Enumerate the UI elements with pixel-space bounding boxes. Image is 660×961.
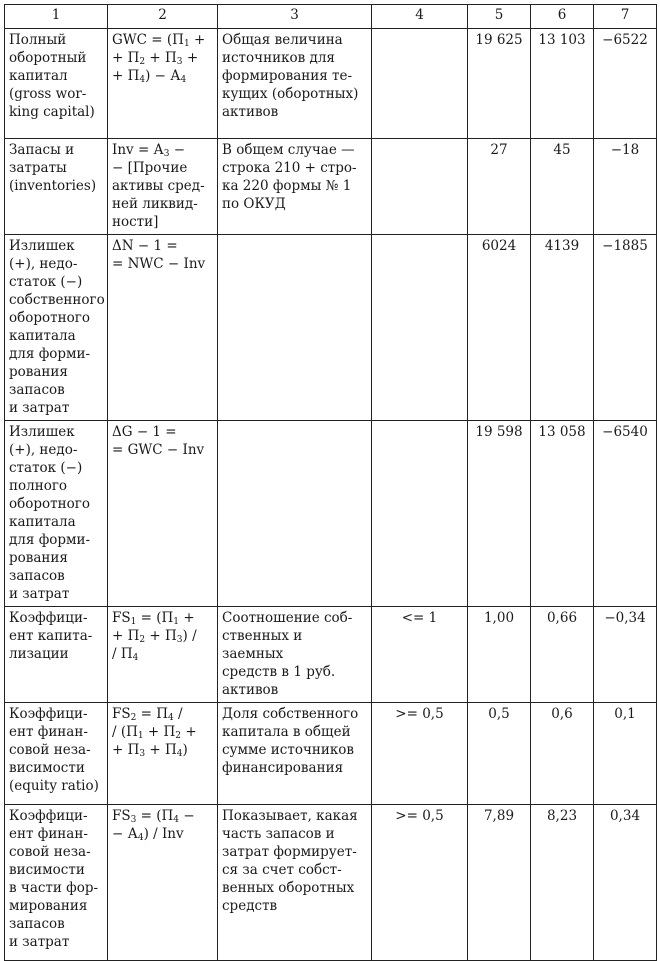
indicator-formula [108, 29, 218, 139]
column-header: 1 [5, 5, 108, 29]
formula-text: ) / Inv [143, 826, 184, 842]
formula-subscript: 2 [175, 731, 182, 741]
formula-subscript: 4 [137, 833, 144, 843]
formula-subscript: 4 [168, 713, 174, 723]
value-col5: 19 598 [468, 421, 531, 607]
formula-text: Inv = А [112, 142, 164, 158]
value-col7: −6522 [594, 29, 657, 139]
indicator-description: Общая величина источников для формирования те- кущих (оборотных) активов [218, 29, 372, 139]
value-col7: 0,34 [594, 805, 657, 961]
indicator-description: Доля собственного капитала в общей сумме источников финансирования [218, 703, 372, 805]
table-row [5, 139, 657, 235]
column-header: 3 [218, 5, 372, 29]
indicator-formula [108, 421, 218, 607]
formula-text: FS [112, 706, 131, 722]
indicator-norm [372, 235, 468, 421]
column-header: 6 [531, 5, 594, 29]
indicator-formula [108, 607, 218, 703]
indicator-norm: >= 0,5 [372, 805, 468, 961]
indicator-formula [108, 805, 218, 961]
indicator-description: Соотношение соб- ственных и заемных средств в 1 руб. активов [218, 607, 372, 703]
indicator-formula [108, 235, 218, 421]
formula-subscript: 2 [139, 635, 146, 645]
table-row [5, 703, 657, 805]
indicator-name: Излишек (+), недо- статок (−) полного оборотного капитала для форми- рования запасов и затрат [5, 421, 108, 607]
value-col6: 13 058 [531, 421, 594, 607]
formula-subscript: 3 [139, 749, 146, 759]
formula-subscript: 3 [176, 635, 183, 645]
indicator-name: Коэффици- ент финан- совой неза- висимости в части фор- мирования запасов и затрат [5, 805, 108, 961]
table-row [5, 235, 657, 421]
indicator-name: Коэффици- ент финан- совой неза- висимости (equity ratio) [5, 703, 108, 805]
value-col5: 19 625 [468, 29, 531, 139]
value-col7: −18 [594, 139, 657, 235]
formula-subscript: 4 [173, 815, 180, 825]
formula-text: = (П [136, 610, 174, 626]
formula-text: − − А [112, 808, 195, 842]
value-col5: 0,5 [468, 703, 531, 805]
value-col6: 45 [531, 139, 594, 235]
value-col7: −1885 [594, 235, 657, 421]
formula-text: + + П [112, 32, 206, 66]
value-col7: −0,34 [594, 607, 657, 703]
value-col5: 27 [468, 139, 531, 235]
financial-indicators-table [4, 4, 657, 961]
indicator-norm [372, 139, 468, 235]
column-header: 2 [108, 5, 218, 29]
value-col5: 7,89 [468, 805, 531, 961]
formula-subscript: 2 [130, 713, 137, 723]
formula-text: ) / / П [112, 628, 197, 662]
indicator-formula [108, 703, 218, 805]
value-col6: 4139 [531, 235, 594, 421]
formula-subscript: 1 [183, 39, 190, 49]
indicator-norm [372, 29, 468, 139]
formula-text: + + П [112, 50, 199, 84]
table-row [5, 421, 657, 607]
formula-text: GWC = (П [112, 32, 184, 48]
indicator-norm: >= 0,5 [372, 703, 468, 805]
value-col5: 6024 [468, 235, 531, 421]
table-row [5, 805, 657, 961]
indicator-description [218, 235, 372, 421]
formula-text: FS [112, 808, 131, 824]
formula-text: ) − А [145, 68, 181, 84]
value-col6: 0,66 [531, 607, 594, 703]
indicator-norm: <= 1 [372, 607, 468, 703]
column-header: 4 [372, 5, 468, 29]
value-col7: −6540 [594, 421, 657, 607]
indicator-name: Излишек (+), недо- статок (−) собственного оборотного капитала для форми- рования запасов и затрат [5, 235, 108, 421]
formula-text: = П [136, 706, 169, 722]
formula-text: + + П [112, 610, 195, 644]
formula-subscript: 4 [139, 75, 146, 85]
formula-subscript: 3 [130, 815, 137, 825]
formula-subscript: 3 [163, 149, 170, 159]
table-row [5, 607, 657, 703]
value-col5: 1,00 [468, 607, 531, 703]
value-col7: 0,1 [594, 703, 657, 805]
formula-subscript: 1 [173, 617, 180, 627]
formula-text: ΔG − 1 = = GWC − Inv [112, 424, 205, 458]
indicator-name: Полный оборотный капитал (gross wor- king capital) [5, 29, 108, 139]
formula-text: ) [182, 742, 188, 758]
formula-text: / / (П [112, 706, 183, 740]
formula-text: + П [145, 742, 177, 758]
formula-subscript: 3 [176, 57, 183, 67]
value-col6: 0,6 [531, 703, 594, 805]
indicator-description: Показывает, какая часть запасов и затрат формирует- ся за счет собст- венных оборотных средств [218, 805, 372, 961]
formula-subscript: 2 [139, 57, 146, 67]
formula-text: + П [145, 628, 177, 644]
formula-subscript: 1 [130, 617, 137, 627]
indicator-name: Коэффици- ент капита- лизации [5, 607, 108, 703]
formula-text: + П [143, 724, 176, 740]
indicator-formula [108, 139, 218, 235]
header-row [5, 5, 657, 29]
formula-subscript: 4 [176, 749, 183, 759]
formula-text: + П [145, 50, 177, 66]
indicator-norm [372, 421, 468, 607]
column-header: 5 [468, 5, 531, 29]
formula-subscript: 4 [180, 75, 187, 85]
formula-text: ΔN − 1 = = NWC − Inv [112, 238, 206, 272]
indicator-description [218, 421, 372, 607]
value-col6: 13 103 [531, 29, 594, 139]
table-row [5, 29, 657, 139]
indicator-name: Запасы и затраты (inventories) [5, 139, 108, 235]
formula-text: − − [Прочие активы сред- ней ликвид- ности] [112, 142, 205, 230]
value-col6: 8,23 [531, 805, 594, 961]
formula-text: + + П [112, 724, 197, 758]
formula-subscript: 1 [137, 731, 144, 741]
indicator-description: В общем случае — строка 210 + стро- ка 220 формы № 1 по ОКУД [218, 139, 372, 235]
formula-subscript: 4 [132, 653, 139, 663]
formula-text: FS [112, 610, 131, 626]
formula-text: = (П [136, 808, 174, 824]
column-header: 7 [594, 5, 657, 29]
